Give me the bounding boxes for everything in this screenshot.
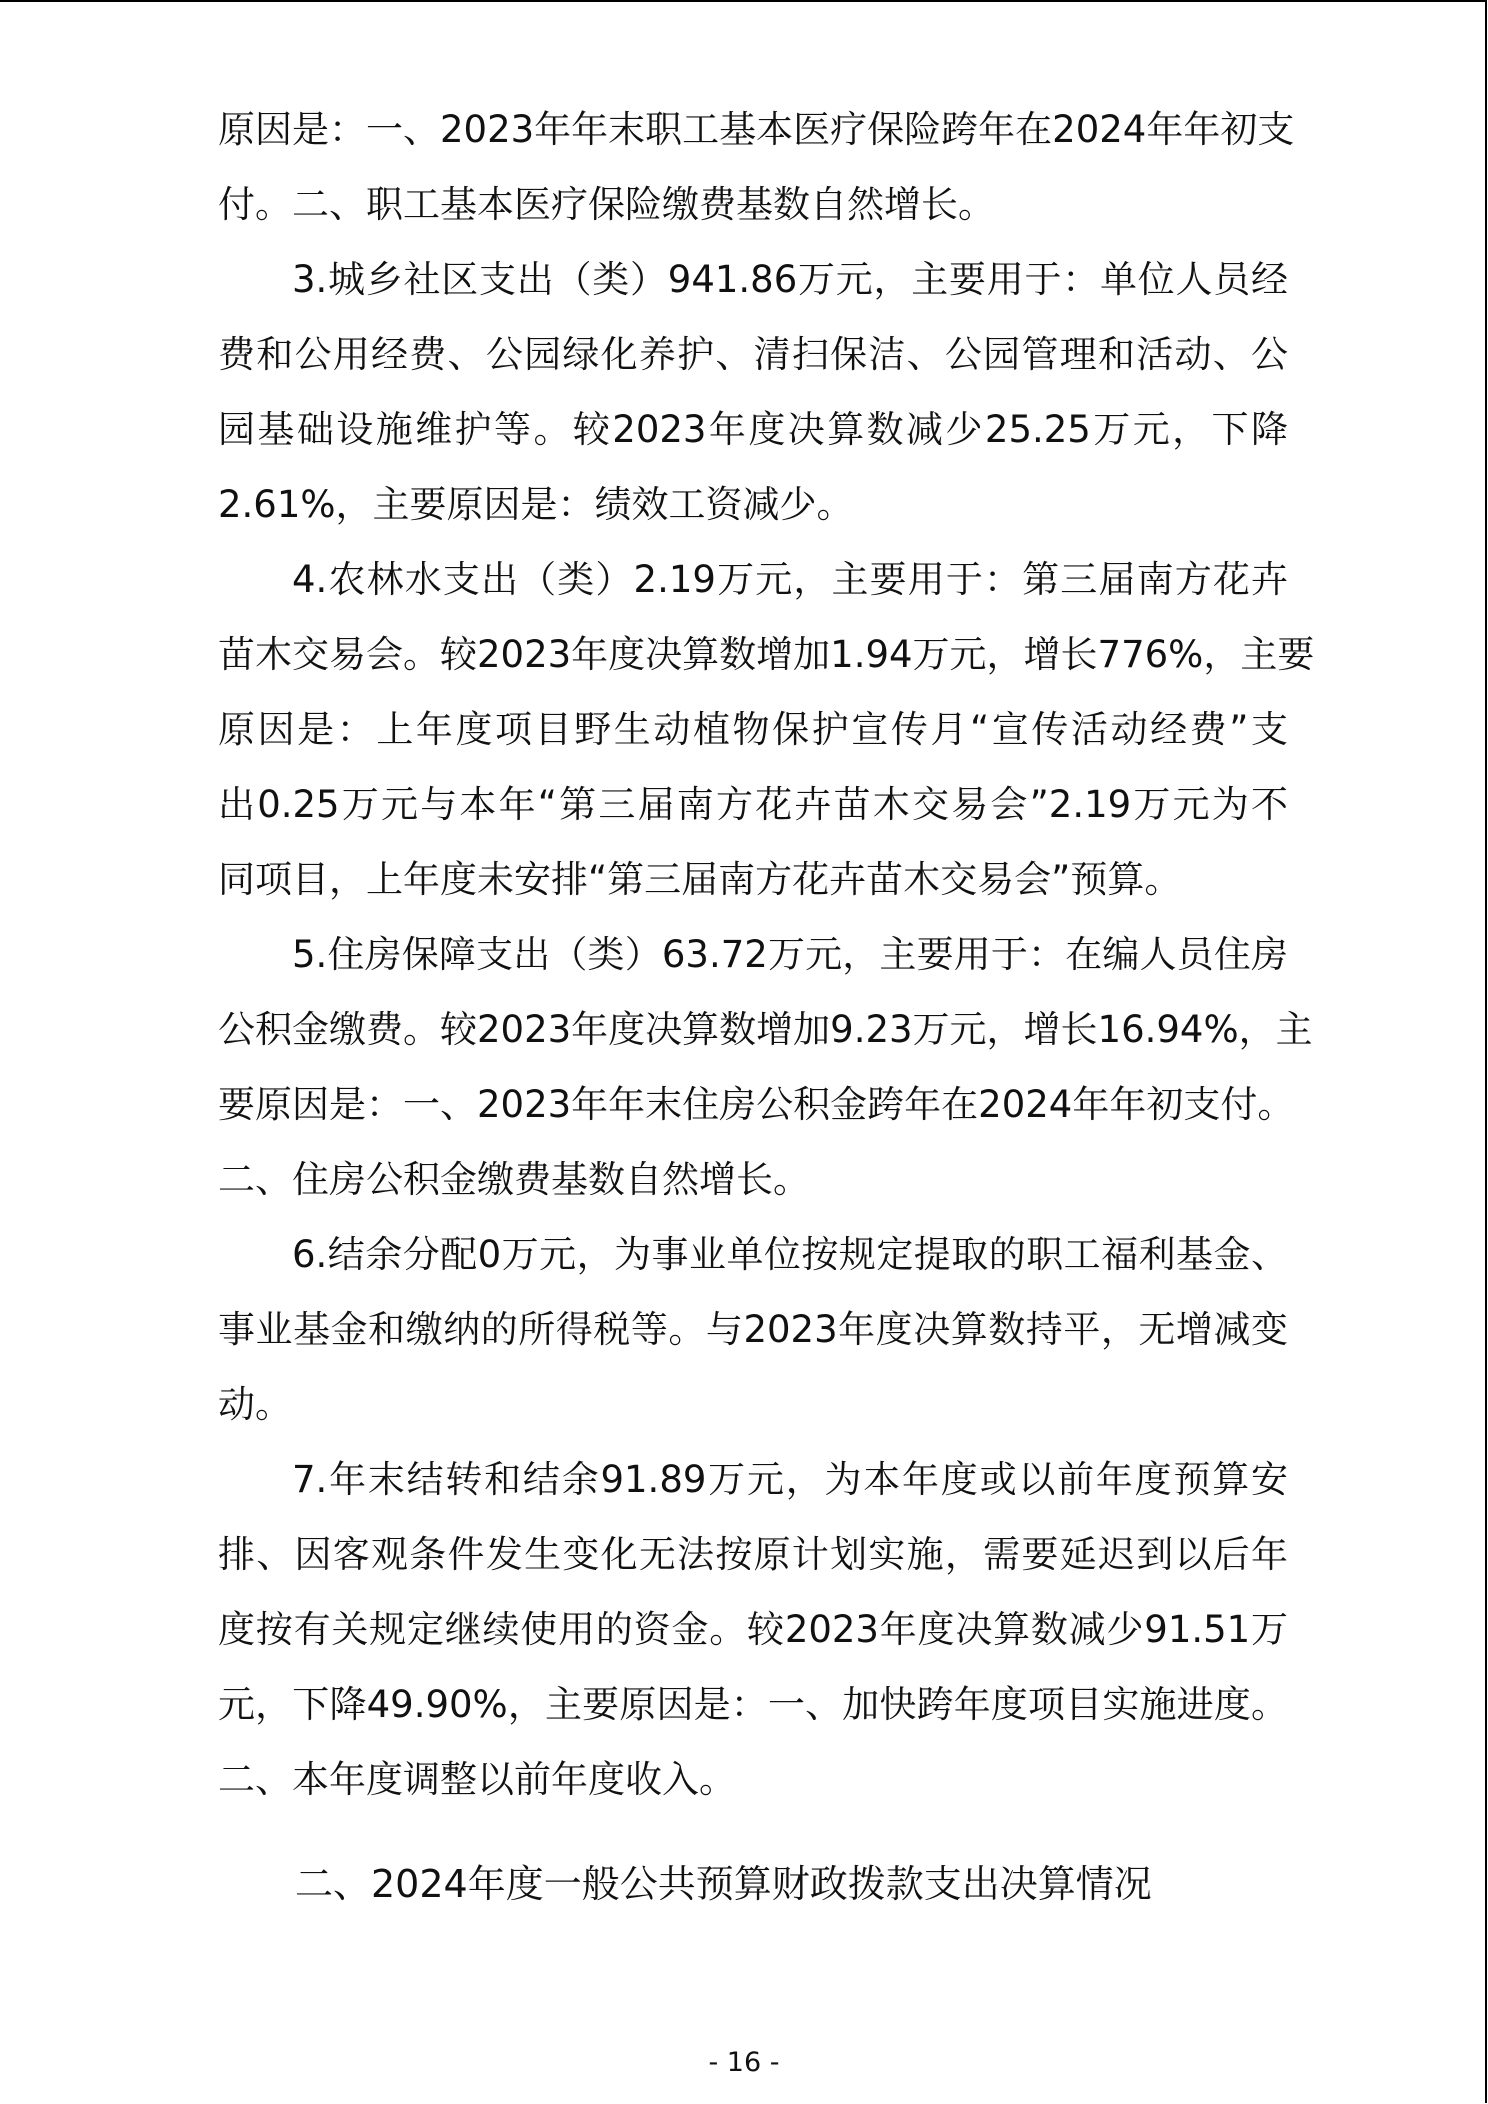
- section-gap: [218, 1817, 1288, 1847]
- text-line: 费和公用经费、公园绿化养护、清扫保洁、公园管理和活动、公: [218, 333, 1288, 376]
- section-heading: 二、2024年度一般公共预算财政拨款支出决算情况: [295, 1862, 1152, 1906]
- page-number: - 16 -: [708, 2047, 780, 2078]
- text-line: 5.住房保障支出（类）63.72万元，主要用于：在编人员住房: [292, 933, 1288, 976]
- text-line: 7.年末结转和结余91.89万元，为本年度或以前年度预算安: [292, 1458, 1288, 1501]
- document-body: [218, 92, 1315, 1922]
- text-line: 3.城乡社区支出（类）941.86万元，主要用于：单位人员经: [292, 258, 1288, 301]
- text-line: 2.61%，主要原因是：绩效工资减少。: [218, 483, 854, 526]
- text-line: 6.结余分配0万元，为事业单位按规定提取的职工福利基金、: [292, 1233, 1288, 1276]
- text-line: 苗木交易会。较2023年度决算数增加1.94万元，增长776%，主要: [218, 633, 1315, 676]
- text-line: 4.农林水支出（类）2.19万元，主要用于：第三届南方花卉: [292, 558, 1288, 601]
- text-line: 公积金缴费。较2023年度决算数增加9.23万元，增长16.94%，主: [218, 1008, 1313, 1051]
- paragraph-lines: [218, 92, 1315, 1817]
- text-line: 二、本年度调整以前年度收入。: [218, 1758, 736, 1801]
- text-line: 排、因客观条件发生变化无法按原计划实施，需要延迟到以后年: [218, 1533, 1288, 1576]
- text-line: 动。: [218, 1383, 292, 1426]
- text-line: 原因是：一、2023年年末职工基本医疗保险跨年在2024年年初支: [218, 108, 1295, 151]
- text-line: 元，下降49.90%，主要原因是：一、加快跨年度项目实施进度。: [218, 1683, 1288, 1726]
- text-line: 同项目，上年度未安排“第三届南方花卉苗木交易会”预算。: [218, 858, 1182, 901]
- text-line: 度按有关规定继续使用的资金。较2023年度决算数减少91.51万: [218, 1608, 1288, 1651]
- text-line: 事业基金和缴纳的所得税等。与2023年度决算数持平，无增减变: [218, 1308, 1288, 1351]
- text-line: 二、住房公积金缴费基数自然增长。: [218, 1158, 810, 1201]
- text-line: 付。二、职工基本医疗保险缴费基数自然增长。: [218, 183, 995, 226]
- text-line: 园基础设施维护等。较2023年度决算数减少25.25万元，下降: [218, 408, 1288, 451]
- text-line: 要原因是：一、2023年年末住房公积金跨年在2024年年初支付。: [218, 1083, 1295, 1126]
- text-line: 出0.25万元与本年“第三届南方花卉苗木交易会”2.19万元为不: [218, 783, 1288, 826]
- text-line: 原因是：上年度项目野生动植物保护宣传月“宣传活动经费”支: [218, 708, 1288, 751]
